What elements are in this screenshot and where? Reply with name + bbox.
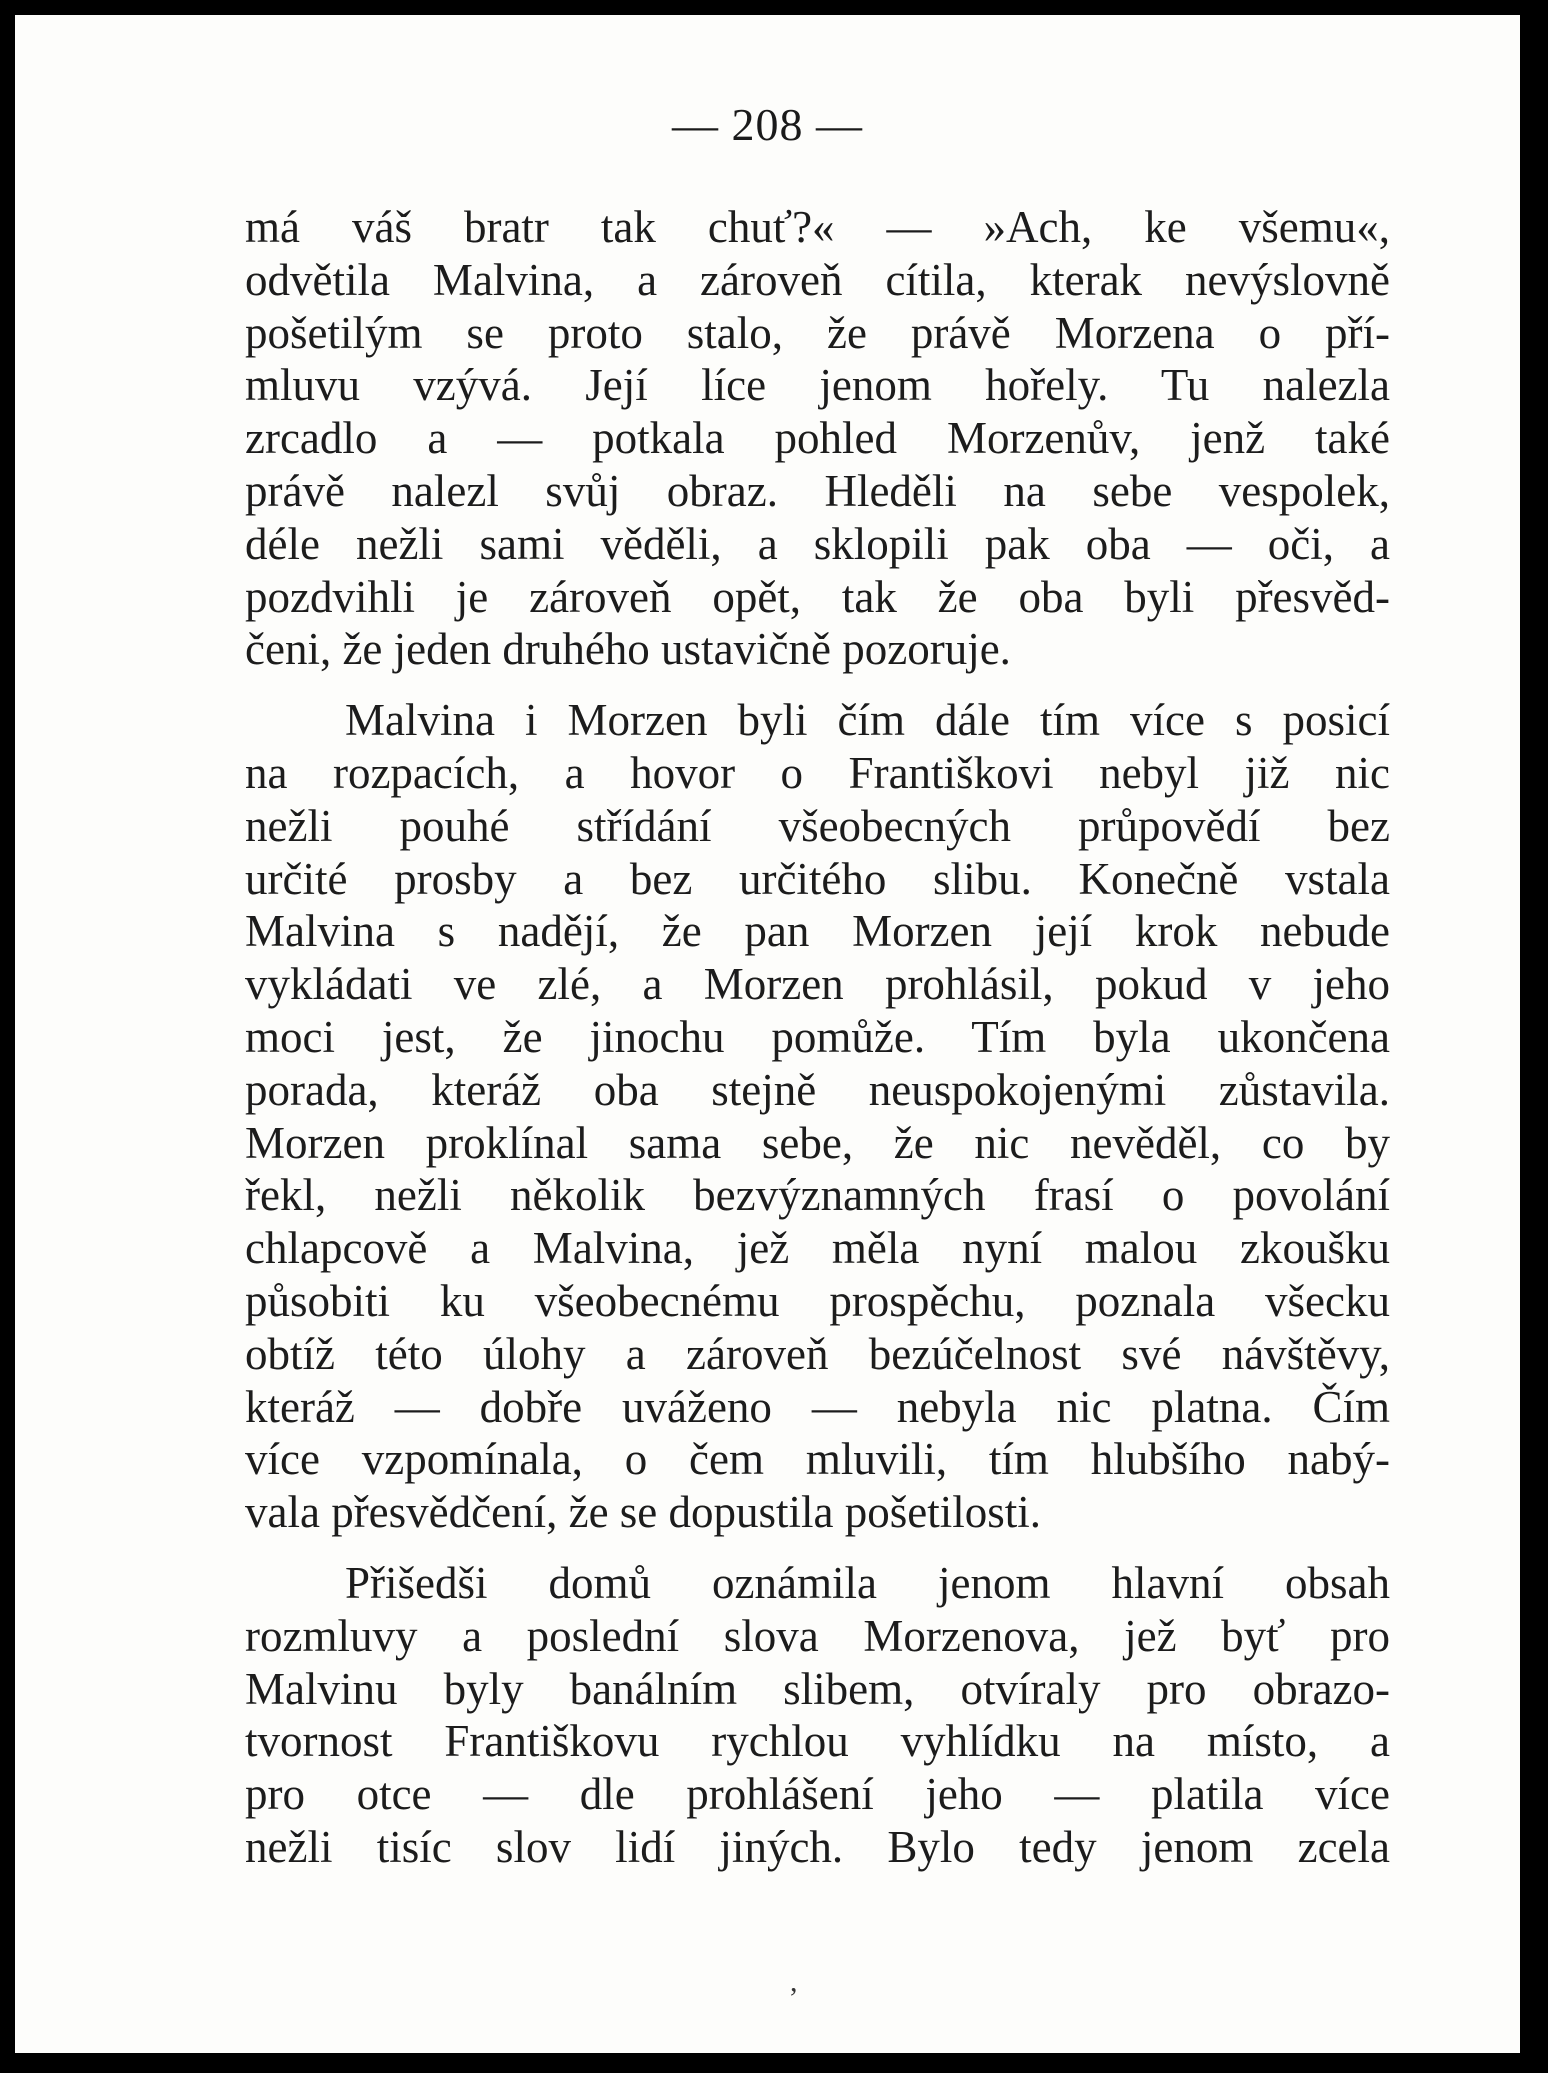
text-line: Malvina s nadějí, že pan Morzen její krok nebude (245, 906, 1390, 957)
text-line: na rozpacích, a hovor o Františkovi nebyl již nic (245, 747, 1390, 798)
text-line: tvornost Františkovu rychlou vyhlídku na místo, a (245, 1716, 1390, 1767)
text-line: déle nežli sami věděli, a sklopili pak oba — oči, a (245, 518, 1390, 569)
text-line: vykládati ve zlé, a Morzen prohlásil, pokud v jeho (245, 959, 1390, 1010)
text-line: chlapcově a Malvina, jež měla nyní malou zkoušku (245, 1223, 1390, 1274)
text-line: určité prosby a bez určitého slibu. Konečně vstala (245, 853, 1390, 904)
page-number: — 208 — (672, 99, 863, 150)
text-line: kteráž — dobře uváženo — nebyla nic platna. Čím (245, 1381, 1390, 1432)
text-line: odvětila Malvina, a zároveň cítila, kterak nevýslovně (245, 254, 1390, 305)
text-line: právě nalezl svůj obraz. Hleděli na sebe vespolek, (245, 465, 1390, 516)
text-line: Malvina i Morzen byli čím dále tím více s posicí (345, 695, 1390, 746)
text-line: Přišedši domů oznámila jenom hlavní obsah (345, 1557, 1390, 1608)
text-line: více vzpomínala, o čem mluvili, tím hlubšího nabý- (245, 1434, 1390, 1485)
text-line: působiti ku všeobecnému prospěchu, poznala všecku (245, 1275, 1390, 1326)
paragraph-1 (245, 201, 1390, 676)
paragraph-3 (245, 1557, 1390, 1874)
text-line: pozdvihli je zároveň opět, tak že oba byli přesvěd- (245, 571, 1390, 622)
text-line: vala přesvědčení, že se dopustila pošetilosti. (245, 1487, 1042, 1538)
text-line: zrcadlo a — potkala pohled Morzenův, jenž také (245, 413, 1390, 464)
paragraph-2 (245, 694, 1390, 1539)
text-line: nežli tisíc slov lidí jiných. Bylo tedy jenom zcela (245, 1821, 1390, 1872)
stray-print-mark: , (790, 1965, 798, 1998)
text-line: porada, kteráž oba stejně neuspokojenými zůstavila. (245, 1064, 1390, 1115)
text-line: rozmluvy a poslední slova Morzenova, jež byť pro (245, 1610, 1390, 1661)
text-line: moci jest, že jinochu pomůže. Tím byla ukončena (245, 1011, 1390, 1062)
text-line: řekl, nežli několik bezvýznamných frasí o povolání (245, 1170, 1390, 1221)
text-line: Morzen proklínal sama sebe, že nic nevěděl, co by (245, 1117, 1390, 1168)
text-line: pošetilým se proto stalo, že právě Morzena o pří- (245, 307, 1390, 358)
text-line: má váš bratr tak chuť?« — »Ach, ke všemu«, (245, 202, 1390, 252)
text-line: nežli pouhé střídání všeobecných průpovědí bez (245, 800, 1390, 851)
body-text (245, 201, 1390, 1874)
book-page (15, 15, 1520, 2053)
text-line: mluvu vzývá. Její líce jenom hořely. Tu nalezla (245, 360, 1390, 411)
text-line: Malvinu byly banálním slibem, otvíraly pro obrazo- (245, 1663, 1390, 1714)
text-line: čeni, že jeden druhého ustavičně pozoruje. (245, 624, 1011, 675)
text-line: pro otce — dle prohlášení jeho — platila více (245, 1769, 1390, 1820)
text-line: obtíž této úlohy a zároveň bezúčelnost své návštěvy, (245, 1328, 1390, 1379)
